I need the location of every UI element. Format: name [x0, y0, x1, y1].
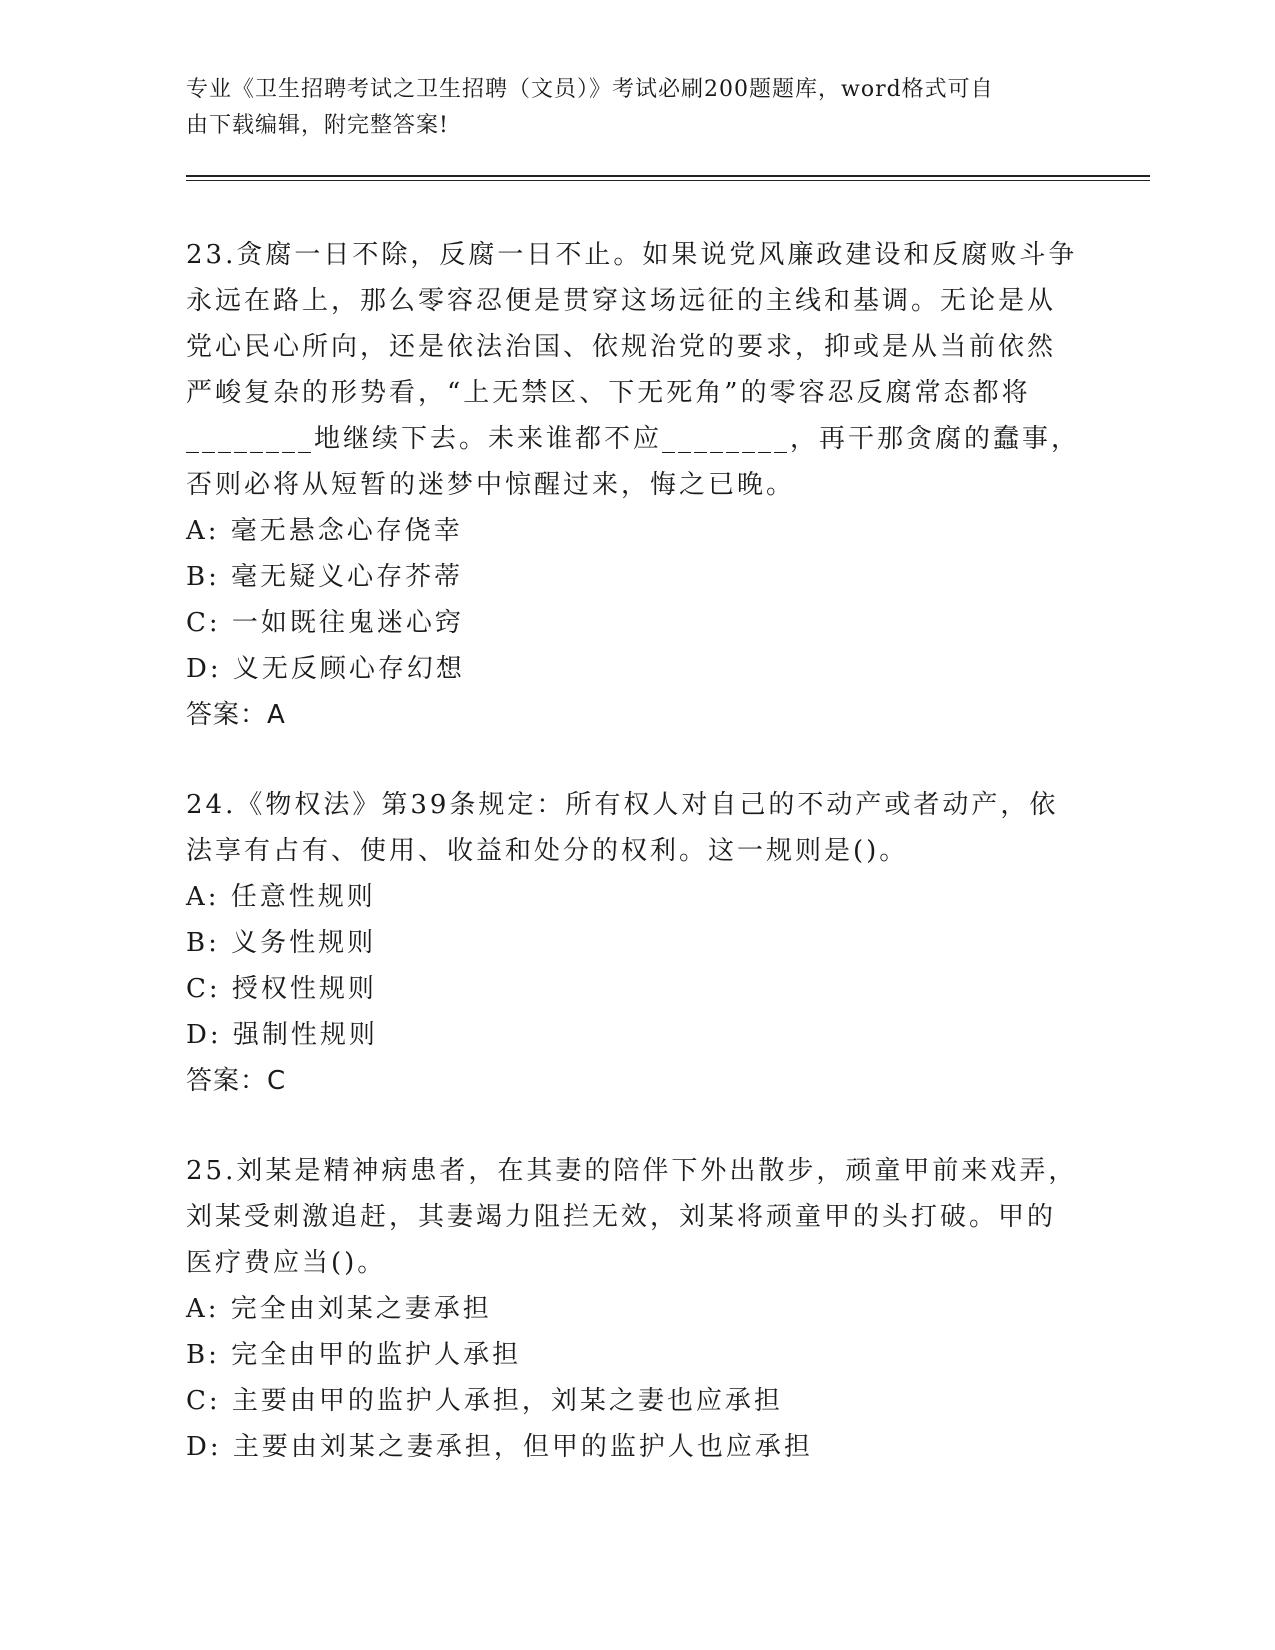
question-stem-line: 25.刘某是精神病患者，在其妻的陪伴下外出散步，顽童甲前来戏弄，	[186, 1156, 1078, 1186]
question-stem-line: ________地继续下去。未来谁都不应________，再干那贪腐的蠢事，	[186, 424, 1081, 454]
option-d: D: 强制性规则	[186, 1020, 378, 1050]
question-25	[186, 1148, 1086, 1470]
question-stem-line: 否则必将从短暂的迷梦中惊醒过来，悔之已晚。	[186, 470, 796, 500]
question-stem-line: 永远在路上，那么零容忍便是贯穿这场远征的主线和基调。无论是从	[186, 286, 1057, 316]
answer-label: 答案：A	[186, 700, 286, 730]
option-c: C: 主要由甲的监护人承担，刘某之妻也应承担	[186, 1386, 783, 1416]
header-divider-thick	[186, 175, 1150, 177]
header-line-1: 专业《卫生招聘考试之卫生招聘（文员）》考试必刷200题题库，word格式可自	[186, 77, 994, 102]
question-stem-line: 23.贪腐一日不除，反腐一日不止。如果说党风廉政建设和反腐败斗争	[186, 240, 1078, 270]
option-c: C: 一如既往鬼迷心窍	[186, 608, 464, 638]
option-b: B: 完全由甲的监护人承担	[186, 1340, 522, 1370]
question-23	[186, 232, 1086, 738]
question-stem-line: 医疗费应当()。	[186, 1248, 387, 1278]
question-stem-line: 24.《物权法》第39条规定：所有权人对自己的不动产或者动产，依	[186, 790, 1059, 820]
option-b: B: 义务性规则	[186, 928, 377, 958]
question-24	[186, 782, 1086, 1104]
document-header	[186, 72, 1066, 144]
option-c: C: 授权性规则	[186, 974, 377, 1004]
question-stem-line: 法享有占有、使用、收益和处分的权利。这一规则是()。	[186, 836, 909, 866]
question-stem-line: 严峻复杂的形势看，“上无禁区、下无死角”的零容忍反腐常态都将	[186, 378, 1031, 408]
option-d: D: 义无反顾心存幻想	[186, 654, 465, 684]
option-a: A: 任意性规则	[186, 882, 376, 912]
header-line-2: 由下载编辑，附完整答案!	[186, 113, 449, 138]
option-a: A: 毫无悬念心存侥幸	[186, 516, 463, 546]
option-a: A: 完全由刘某之妻承担	[186, 1294, 492, 1324]
answer-label: 答案：C	[186, 1066, 287, 1096]
question-stem-line: 刘某受刺激追赶，其妻竭力阻拦无效，刘某将顽童甲的头打破。甲的	[186, 1202, 1057, 1232]
question-list	[186, 232, 1086, 1514]
question-stem-line: 党心民心所向，还是依法治国、依规治党的要求，抑或是从当前依然	[186, 332, 1057, 362]
header-divider-thin	[186, 180, 1150, 181]
option-b: B: 毫无疑义心存芥蒂	[186, 562, 464, 592]
option-d: D: 主要由刘某之妻承担，但甲的监护人也应承担	[186, 1432, 813, 1462]
